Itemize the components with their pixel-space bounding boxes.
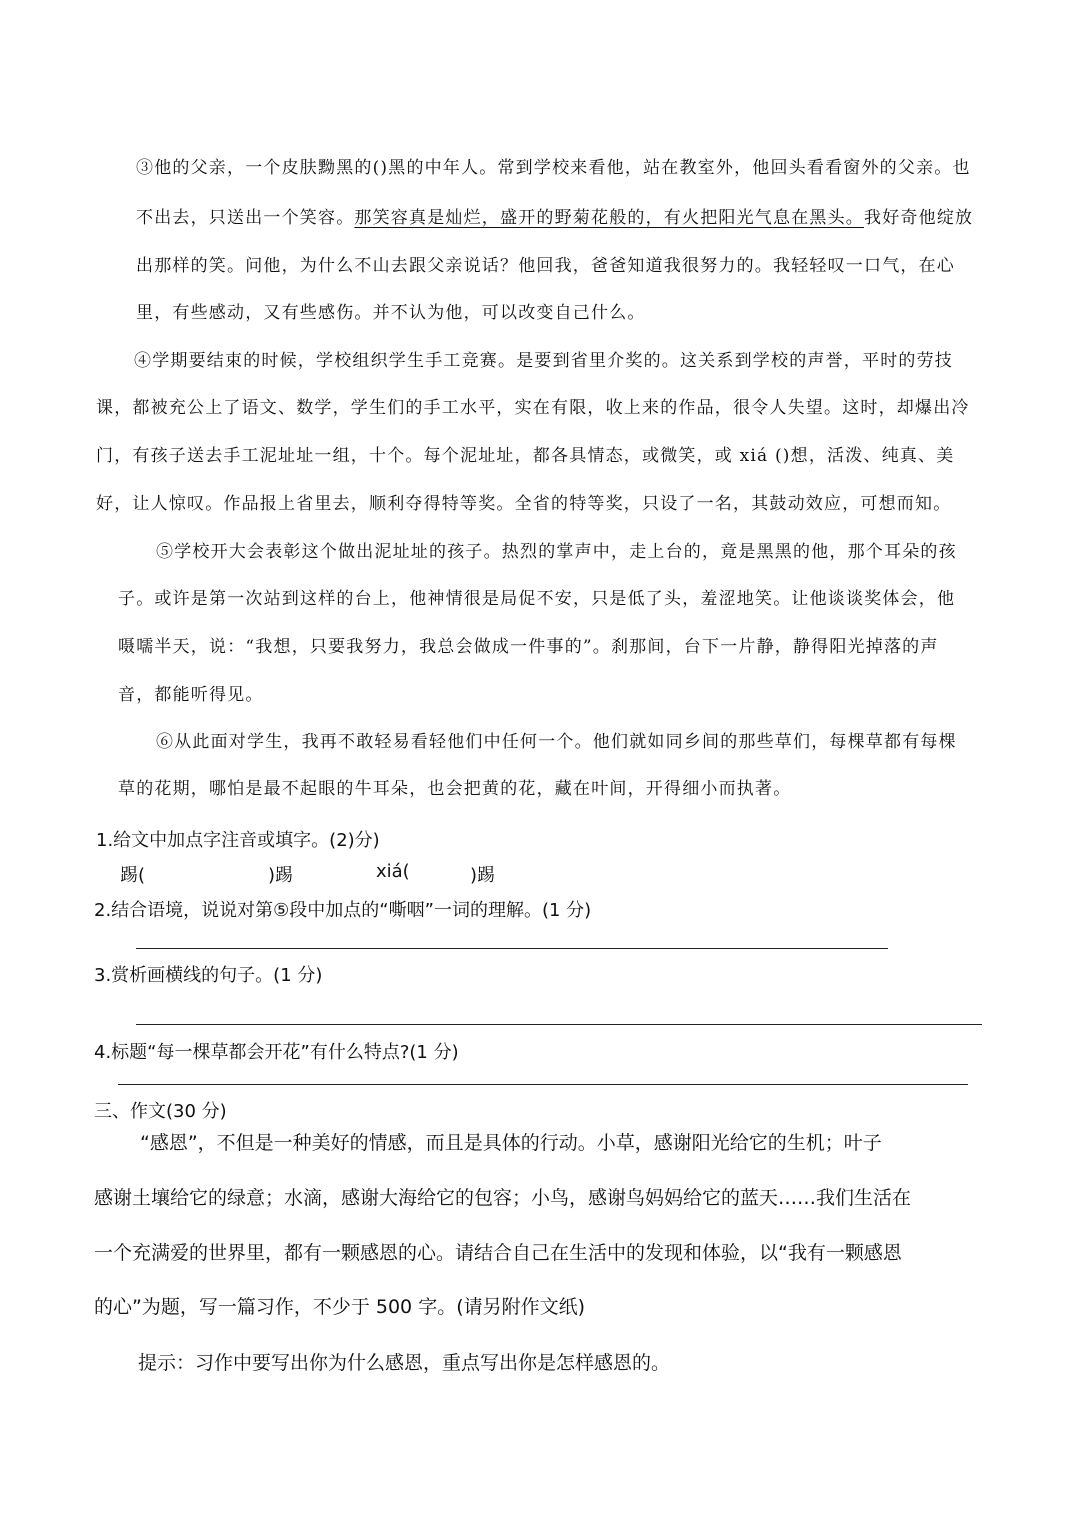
passage-p3-line1: ③他的父亲，一个皮肤黝黑的()黑的中年人。常到学校来看他，站在教室外，他回头看看窗外的父亲。也	[136, 158, 971, 178]
passage-p3-line4: 里，有些感动，又有些感伤。并不认为他，可以改变自己什么。	[136, 303, 646, 323]
passage-p5-line3: 嗫嚅半天，说：“我想，只要我努力，我总会做成一件事的”。刹那间，台下一片静，静得阳光掉落的声	[118, 637, 939, 657]
passage-p5-line1: ⑤学校开大会表彰这个做出泥址址的孩子。热烈的掌声中，走上台的，竟是黑黑的他，那个耳朵的孩	[156, 542, 957, 562]
passage-p3-line2-before: 不出去，只送出一个笑容。	[136, 208, 355, 228]
essay-line1: “感恩”，不但是一种美好的情感，而且是具体的行动。小草，感谢阳光给它的生机；叶子	[140, 1132, 882, 1154]
passage-p4-line2: 课，都被充公上了语文、数学，学生们的手工水平，实在有限，收上来的作品，很令人失望。这时，却爆出冷	[96, 398, 970, 418]
passage-p6-line2: 草的花期，哪怕是最不起眼的牛耳朵，也会把黄的花，藏在叶间，开得细小而执著。	[118, 779, 792, 799]
answer-line-q4[interactable]	[118, 1084, 968, 1085]
essay-line2: 感谢土壤给它的绿意；水滴，感谢大海给它的包容；小鸟，感谢鸟妈妈给它的蓝天……我们生活在	[94, 1187, 912, 1209]
q1-blank2-end[interactable]: )踢	[470, 865, 496, 886]
passage-p4-line1: ④学期要结束的时候，学校组织学生手工竞赛。是要到省里介奖的。这关系到学校的声誉，平时的劳技	[134, 351, 953, 371]
question-4: 4.标题“每一棵草都会开花”有什么特点?(1 分)	[94, 1042, 459, 1063]
passage-p4-line3: 门，有孩子送去手工泥址址一组，十个。每个泥址址，都各具情态，或微笑，或 xiá ()想，活泼、纯真、美	[96, 446, 955, 466]
q1-blank1-end[interactable]: )踢	[268, 865, 294, 886]
passage-p4-line4: 好，让人惊叹。作品报上省里去，顺利夺得特等奖。全省的特等奖，只设了一名，其鼓动效应，可想而知。	[96, 494, 952, 514]
essay-line3: 一个充满爱的世界里，都有一颗感恩的心。请结合自己在生活中的发现和体验，以“我有一颗感恩	[94, 1242, 902, 1264]
essay-heading: 三、作文(30 分)	[94, 1101, 227, 1122]
passage-p6-line1: ⑥从此面对学生，我再不敢轻易看轻他们中任何一个。他们就如同乡间的那些草们，每棵草都有每棵	[156, 732, 957, 752]
essay-tip: 提示：习作中要写出你为什么感恩，重点写出你是怎样感恩的。	[138, 1352, 671, 1374]
question-2: 2.结合语境，说说对第⑤段中加点的“嘶咽”一词的理解。(1 分)	[94, 900, 592, 921]
question-1: 1.给文中加点字注音或填字。(2)分)	[96, 830, 380, 851]
passage-p5-line2: 子。或许是第一次站到这样的台上，他神情很是局促不安，只是低了头，羞涩地笑。让他谈谈奖体会，他	[118, 589, 956, 609]
question-3: 3.赏析画横线的句子。(1 分)	[94, 965, 323, 986]
answer-line-q2[interactable]	[136, 948, 888, 949]
underlined-sentence: 那笑容真是灿烂，盛开的野菊花般的，有火把阳光气息在黑头。	[354, 208, 865, 228]
q1-blank1-char: 踢(	[120, 865, 146, 886]
passage-p3-line3: 出那样的笑。问他，为什么不山去跟父亲说话？他回我，爸爸知道我很努力的。我轻轻叹一口气，在心	[136, 256, 955, 276]
answer-line-q3[interactable]	[136, 1024, 982, 1025]
passage-p3-line2-after: 我好奇他绽放	[864, 208, 974, 228]
passage-p3-line2	[136, 203, 973, 228]
passage-p5-line4: 音，都能听得见。	[118, 685, 264, 705]
essay-line4: 的心”为题，写一篇习作，不少于 500 字。(请另附作文纸)	[94, 1296, 586, 1318]
q1-blank2-pinyin: xiá(	[376, 861, 410, 882]
